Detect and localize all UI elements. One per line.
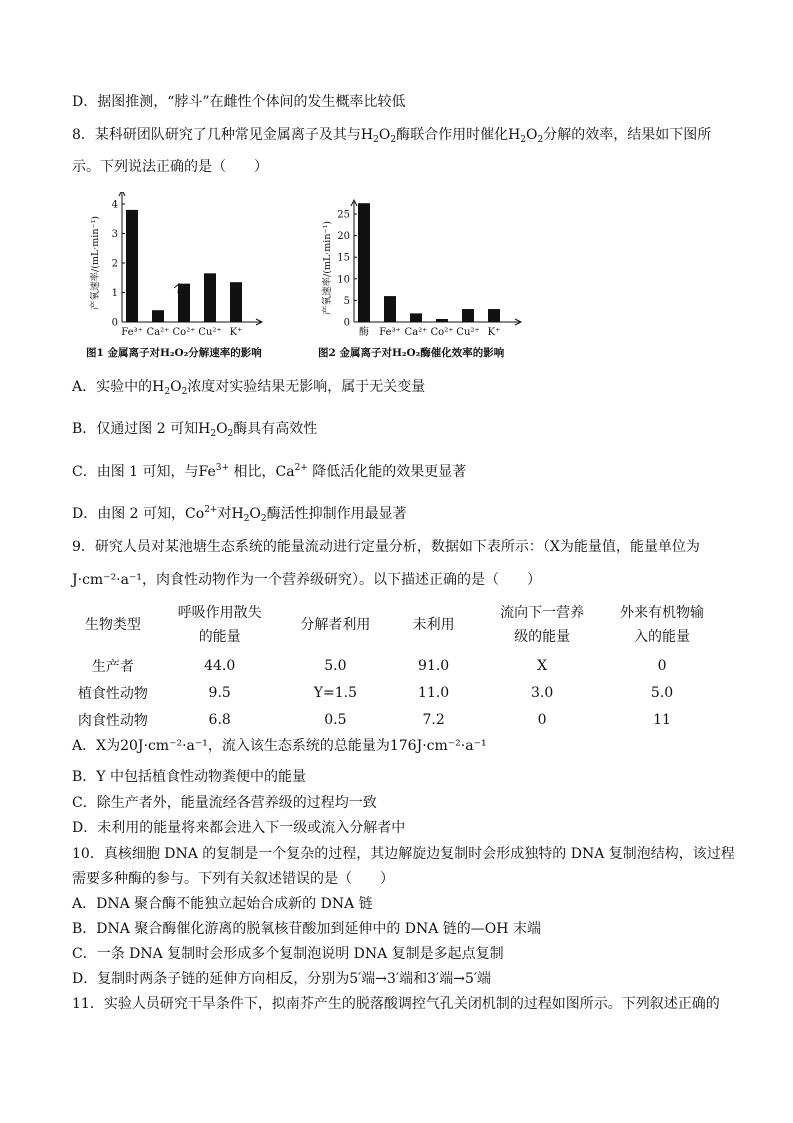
x-tick-label: Ca²⁺ [404,327,428,338]
q10-option-b: B．DNA 聚合酶催化游离的脱氧核苷酸加到延伸中的 DNA 链的—OH 末端 [72,921,541,937]
q8-option-c: C．由图 1 可知，与$Fe^{3+}$ 相比，$Ca^{2+}$ 降低活化能的效果更显著 [72,463,467,480]
y-tick-label: 10 [337,274,350,286]
y-tick-label: 20 [337,231,350,243]
x-tick-label: K⁺ [229,327,243,338]
table-cell: 0.5 [324,711,347,728]
bar [384,296,396,322]
table-cell: 7.2 [422,711,445,728]
figure-caption: 图1 金属离子对H₂O₂分解速率的影响 [86,347,262,359]
figure-2-bar-chart [316,192,546,360]
table-header: 呼吸作用散失的能量 [177,605,262,645]
table-row [72,679,722,706]
q8-option-d: D．由图 2 可知，$Co^{2+}$对$H_2O_2$酶活性抑制作用最显著 [72,505,407,524]
table-row [72,652,722,679]
y-tick-label: 4 [111,199,118,211]
table-cell: 生产者 [91,658,134,675]
q9-option-a: A．X为20J·cm⁻²·a⁻¹，流入该生态系统的总能量为176J·cm⁻²·a⁻¹ [72,738,487,754]
table-cell: 肉食性动物 [77,712,148,729]
q7-option-d: D．据图推测，“脖斗”在雌性个体间的发生概率比较低 [72,94,406,110]
bar [488,309,500,322]
bar [462,309,474,322]
table-cell: 3.0 [531,684,554,701]
bar [358,203,370,322]
bar [126,210,138,322]
table-header: 流向下一营养级的能量 [500,605,585,645]
energy-flow-table [72,598,722,733]
q10-stem-line1: 10．真核细胞 DNA 的复制是一个复杂的过程，其边解旋边复制时会形成独特的 DNA 复制泡结构，该过程 [72,846,735,862]
y-tick-label: 15 [337,252,350,264]
x-tick-label: Co²⁺ [172,327,196,338]
table-cell: 91.0 [418,657,450,674]
figure-caption: 图2 金属离子对H₂O₂酶催化效率的影响 [318,347,505,359]
x-tick-label: Co²⁺ [430,327,454,338]
y-axis-label: 产氧速率/(mL·min⁻¹) [90,216,101,310]
q9-option-d: D．未利用的能量将来都会进入下一级或流入分解者中 [72,820,406,836]
q10-option-d: D．复制时两条子链的延伸方向相反，分别为5′端→3′端和3′端→5′端 [72,971,492,987]
x-tick-label: Ca²⁺ [146,327,170,338]
bar [230,282,242,322]
q10-option-a: A．DNA 聚合酶不能独立起始合成新的 DNA 链 [72,896,373,912]
figure-1-bar-chart [84,192,294,360]
table-cell: 0 [537,711,547,728]
table-cell: Y=1.5 [313,684,357,701]
table-cell: 11.0 [418,684,450,701]
bar [204,273,216,322]
table-cell: X [537,657,548,674]
y-tick-label: 2 [111,258,118,270]
q8-stem-line2: 示。下列说法正确的是（ ） [72,159,268,175]
x-tick-label: Fe³⁺ [379,327,401,338]
table-cell: 11 [653,711,671,728]
table-header: 外来有机物输入的能量 [620,605,705,645]
table-header-row [72,598,722,652]
bar [178,284,190,322]
q10-stem-line2: 需要多种酶的参与。下列有关叙述错误的是（ ） [72,871,394,887]
x-tick-label: Cu²⁺ [456,327,480,338]
q8-stem-line1: 8．某科研团队研究了几种常见金属离子及其与$H_2O_2$酶联合作用时催化$H_2O_2$分解的效率，结果如下图所 [72,127,712,145]
table-header: 未利用 [412,617,455,633]
y-tick-label: 1 [111,288,118,299]
q9-stem-line2: J·cm⁻²·a⁻¹，肉食性动物作为一个营养级研究）。以下描述正确的是（ ） [72,572,541,588]
q11-stem-line1: 11．实验人员研究干旱条件下，拟南芥产生的脱落酸调控气孔关闭机制的过程如图所示。下列叙述正确的 [72,996,720,1012]
table-row [72,706,722,733]
y-axis-label: 产氧速率/(mL·min⁻¹) [322,221,333,315]
table-cell: 44.0 [204,657,236,674]
table-cell: 6.8 [208,711,231,728]
x-tick-label: 酶 [359,327,369,338]
table-header: 分解者利用 [300,617,371,633]
q9-option-c: C．除生产者外，能量流经各营养级的过程均一致 [72,795,377,811]
x-tick-label: Cu²⁺ [198,327,222,338]
bar [436,319,448,322]
table-header: 生物类型 [84,617,141,633]
table-cell: 0 [657,657,667,674]
q8-option-a: A．实验中的$H_2O_2$浓度对实验结果无影响，属于无关变量 [72,379,426,397]
table-cell: 5.0 [650,684,674,701]
y-tick-label: 5 [343,295,350,307]
table-cell: 9.5 [208,684,231,701]
x-tick-label: Fe³⁺ [121,327,143,338]
bar [152,310,164,322]
y-tick-label: 0 [343,317,350,329]
y-tick-label: 3 [111,229,118,240]
table-cell: 植食性动物 [77,685,148,702]
bar [410,313,422,322]
y-tick-label: 25 [337,209,350,221]
table-cell: 5.0 [324,657,347,674]
q9-option-b: B．Y 中包括植食性动物粪便中的能量 [72,769,306,785]
q8-option-b: B．仅通过图 2 可知$H_2O_2$酶具有高效性 [72,421,318,439]
x-tick-label: K⁺ [487,327,501,338]
y-tick-label: 0 [111,317,118,329]
q9-stem-line1: 9．研究人员对某池塘生态系统的能量流动进行定量分析，数据如下表所示：（X为能量值，能量单位为 [72,539,700,555]
q10-option-c: C．一条 DNA 复制时会形成多个复制泡说明 DNA 复制是多起点复制 [72,946,504,962]
